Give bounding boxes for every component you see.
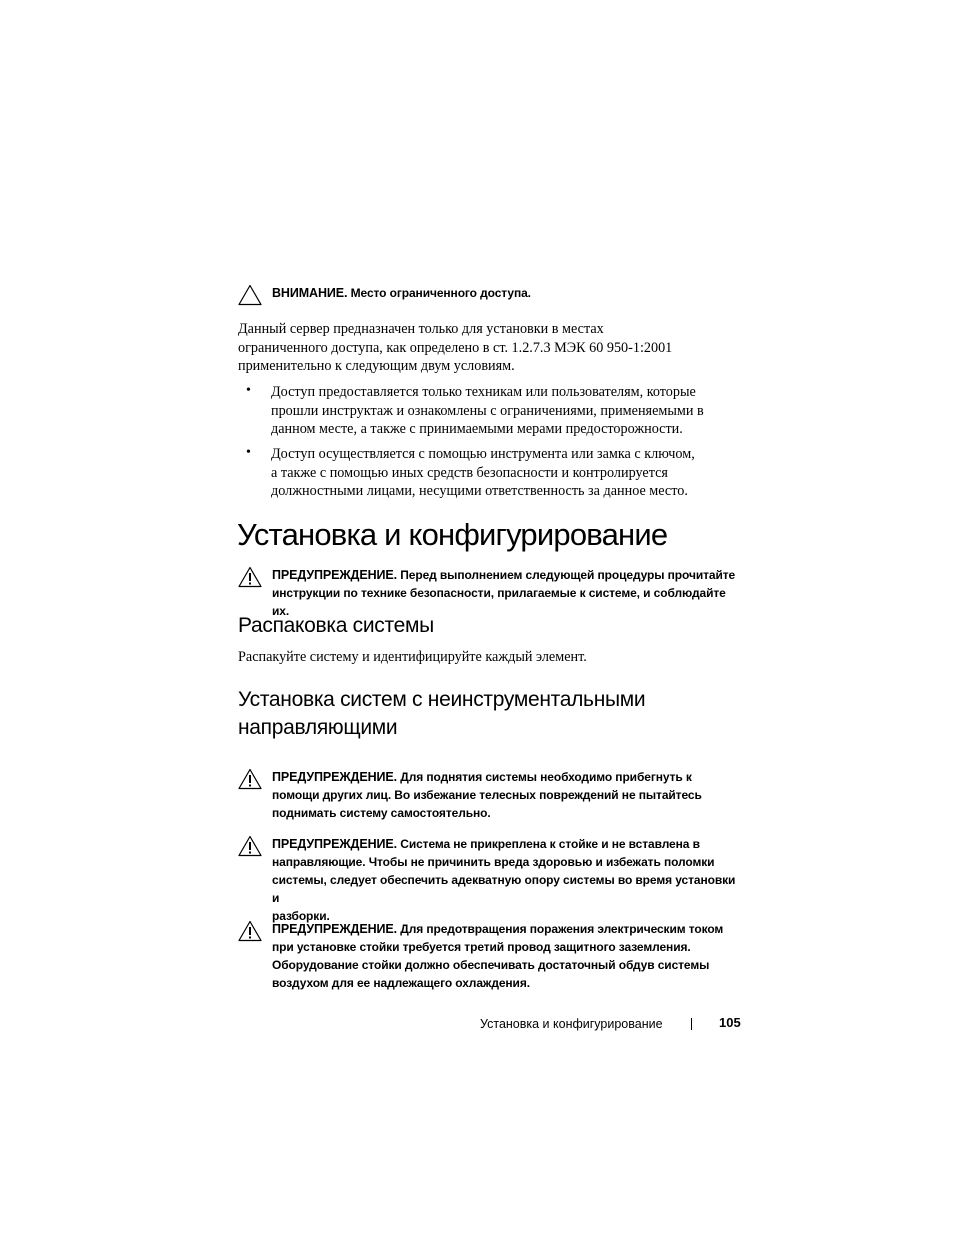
caution-text: [272, 284, 743, 302]
warning-line: поднимать систему самостоятельно.: [272, 806, 491, 820]
install-heading-line: Установка систем с неинструментальными: [238, 688, 646, 711]
install-heading: [238, 686, 645, 742]
unpack-paragraph: Распакуйте систему и идентифицируйте каждый элемент.: [238, 649, 587, 665]
warning-line: направляющие. Чтобы не причинить вреда здоровью и избежать поломки: [272, 855, 715, 869]
warning-line: при установке стойки требуется третий провод защитного заземления.: [272, 940, 691, 954]
warning-label: ПРЕДУПРЕЖДЕНИЕ.: [272, 568, 398, 582]
warning-line: Оборудование стойки должно обеспечивать достаточный обдув системы: [272, 958, 710, 972]
caution-message: Место ограниченного доступа.: [350, 286, 531, 300]
warning-text: [272, 768, 743, 822]
install-heading-line: направляющими: [238, 716, 398, 739]
list-item-line: данном месте, а также с принимаемыми мерами предосторожности.: [271, 421, 683, 437]
warning-text: [272, 835, 743, 925]
warning-line: системы, следует обеспечить адекватную опору системы во время установки и: [272, 873, 736, 905]
section-title: Установка и конфигурирование: [237, 517, 668, 552]
intro-line: ограниченного доступа, как определено в ст. 1.2.7.3 МЭК 60 950-1:2001: [238, 339, 673, 356]
list-item-line: Доступ предоставляется только техникам или пользователям, которые: [271, 384, 696, 400]
list-item-line: должностными лицами, несущими ответственность за данное место.: [271, 483, 688, 499]
warning-text: [272, 920, 743, 992]
caution-note: [238, 284, 743, 302]
warning-line: помощи других лиц. Во избежание телесных повреждений не пытайтесь: [272, 788, 702, 802]
warning-line: Для поднятия системы необходимо прибегнуть к: [400, 770, 692, 784]
list-item: [271, 445, 741, 501]
warning-triangle-icon: [238, 835, 262, 857]
caution-triangle-icon: [238, 284, 262, 306]
intro-line: применительно к следующим двум условиям.: [238, 358, 515, 374]
list-item-line: прошли инструктаж и ознакомлены с ограничениями, применяемыми в: [271, 402, 704, 419]
warning-label: ПРЕДУПРЕЖДЕНИЕ.: [272, 922, 398, 936]
warning-note: [238, 835, 743, 925]
intro-paragraph: [238, 320, 672, 376]
intro-line: Данный сервер предназначен только для установки в местах: [238, 321, 604, 337]
bullet-symbol: •: [246, 383, 251, 398]
bullet-symbol: •: [246, 445, 251, 460]
unpack-heading: Распаковка системы: [238, 614, 434, 637]
warning-triangle-icon: [238, 566, 262, 588]
warning-line: Перед выполнением следующей процедуры прочитайте: [400, 568, 736, 582]
warning-line: Система не прикреплена к стойке и не вставлена в: [400, 837, 700, 851]
warning-note: [238, 920, 743, 992]
list-item: [271, 383, 741, 439]
list-item-line: а также с помощью иных средств безопасности и контролируется: [271, 464, 668, 481]
warning-line: воздухом для ее надлежащего охлаждения.: [272, 976, 530, 990]
warning-note: [238, 768, 743, 822]
footer-chapter: Установка и конфигурирование: [480, 1017, 663, 1031]
warning-line: инструкции по технике безопасности, прилагаемые к системе, и соблюдайте их.: [272, 586, 726, 618]
warning-label: ПРЕДУПРЕЖДЕНИЕ.: [272, 770, 398, 784]
warning-triangle-icon: [238, 768, 262, 790]
footer-separator: [691, 1018, 692, 1030]
warning-triangle-icon: [238, 920, 262, 942]
page-number: 105: [719, 1015, 741, 1030]
warning-label: ПРЕДУПРЕЖДЕНИЕ.: [272, 837, 398, 851]
warning-line: Для предотвращения поражения электрическим током: [400, 922, 724, 936]
caution-label: ВНИМАНИЕ.: [272, 286, 348, 300]
warning-line: разборки.: [272, 909, 330, 923]
list-item-line: Доступ осуществляется с помощью инструмента или замка с ключом,: [271, 446, 695, 462]
